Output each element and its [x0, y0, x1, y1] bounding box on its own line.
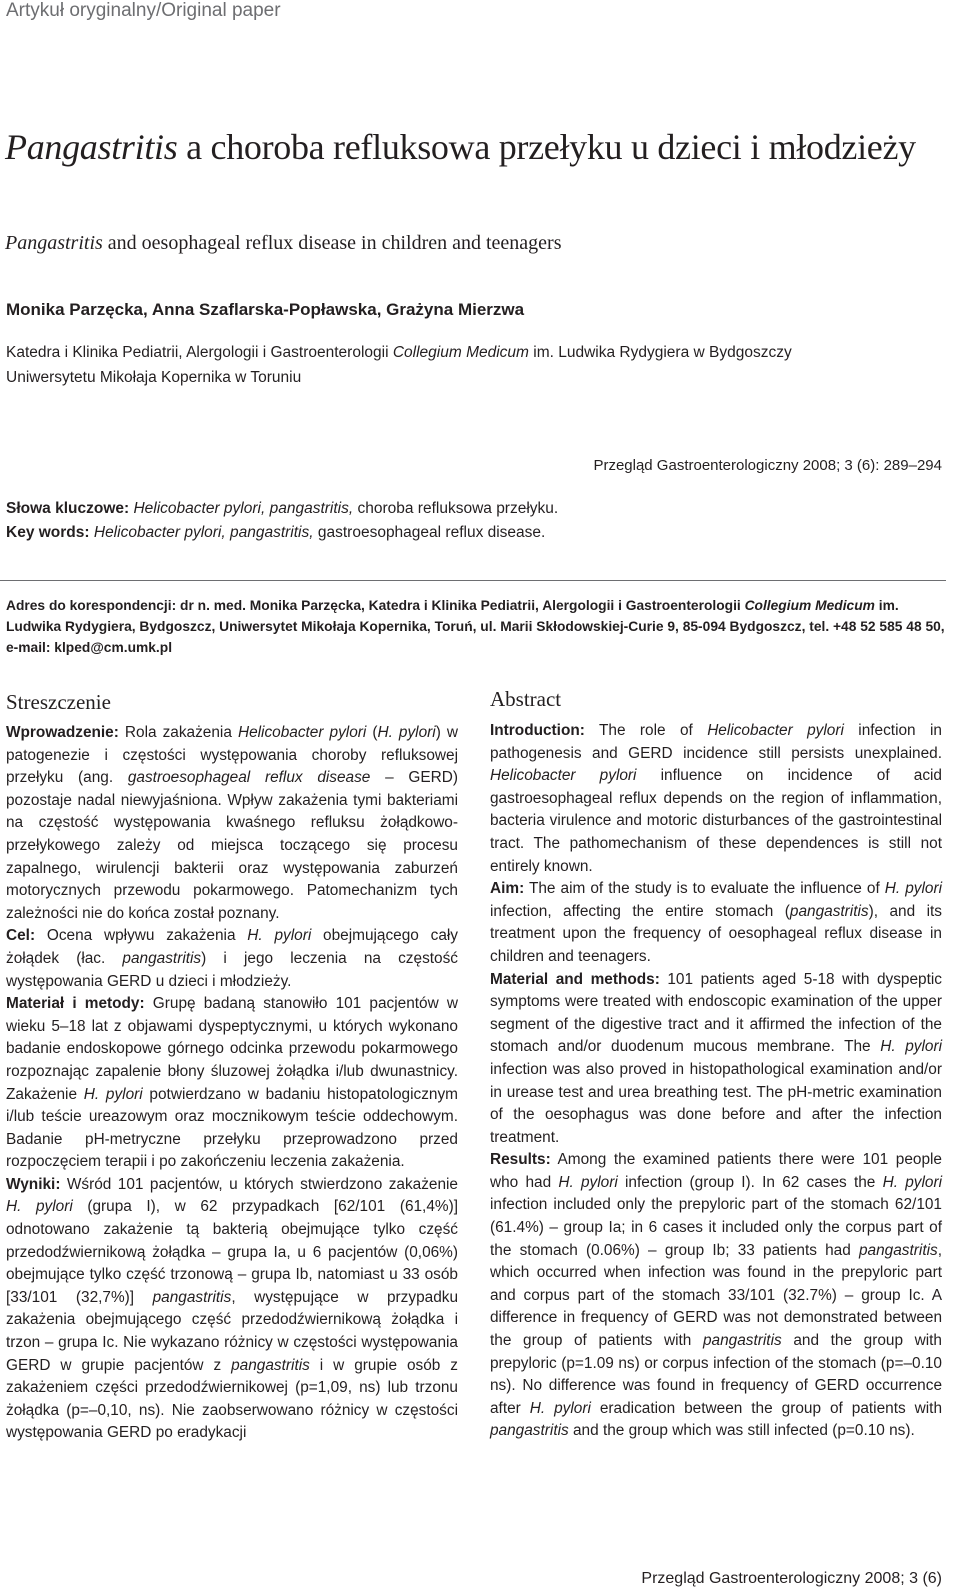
keywords-pl	[6, 500, 946, 518]
keywords-en-italic: Helicobacter pylori, pangastritis,	[89, 524, 314, 541]
page-footer: Przegląd Gastroenterologiczny 2008; 3 (6)	[641, 1570, 942, 1587]
streszczenie-results	[6, 1174, 458, 1445]
text: The role of	[584, 722, 708, 739]
results-label: Results:	[490, 1151, 551, 1169]
abstract-methods	[490, 969, 942, 1150]
text-italic: Helicobacter pylori	[707, 722, 844, 739]
text: infection was also proved in histopathological examination and/or in urease test and urea breathing test. The pH-metric examination of the oesophagus was done before and after the infection treatment.	[490, 1060, 942, 1146]
streszczenie-heading: Streszczenie	[6, 690, 111, 714]
text: (	[366, 724, 378, 741]
keywords-en	[6, 524, 946, 542]
text-italic: Helicobacter pylori	[490, 767, 637, 785]
aim-label: Cel:	[6, 927, 36, 945]
text: infection (group I). In 62 cases the	[617, 1173, 883, 1191]
text: ), and its treatment upon the frequency of oesophageal reflux disease in children and teenagers.	[490, 902, 942, 965]
text: ) i jego leczenia na częstość występowania GERD u dzieci i młodzieży.	[6, 949, 458, 990]
article-title	[5, 126, 935, 168]
subtitle-italic: Pangastritis	[5, 232, 103, 254]
text-italic: pangastritis	[490, 1422, 569, 1440]
text: , występujące w przypadku zakażenia obejmującego część przedodźwiernikową żołądka i trzon – grupa Ic. Nie wykazano różnicy w częstości występowania GERD w grupie pacjentów z	[6, 1288, 459, 1374]
text: 101 patients aged 5-18 with dyspeptic symptoms were treated with endoscopic examination of the upper segment of the digestive tract and it affirmed the infection of the stomach and/or duodenum mucous membrane. The	[490, 970, 943, 1056]
text-italic: H. pylori	[529, 1399, 591, 1417]
text: ) w patogenezie i częstości występowania choroby refluksowej przełyku (ang.	[6, 724, 458, 787]
text: and the group with prepyloric (p=1.09 ns) or corpus infection of the stomach (p=–0.10 ns). No difference was found in frequency of GERD occurrence after	[490, 1332, 942, 1417]
streszczenie-methods	[6, 993, 458, 1174]
text: Wśród 101 pacjentów, u których stwierdzono zakażenie	[60, 1175, 458, 1193]
text: i w grupie osób z zakażeniem części przedodźwiernikowej (p=1,09, ns) lub trzonu żołądka (p=–0,10, ns). Nie zaobserwowano różnicy w częstości występowania GERD po eradykacji	[6, 1356, 458, 1442]
abstract-body	[490, 720, 942, 1443]
article-subtitle	[5, 232, 562, 255]
text: , which occurred when infection was found in the prepyloric part and corpus part of the stomach 33/101 (32.7%) – group Ic. A difference in frequency of GERD was not demonstrated between the group of patients with	[490, 1241, 942, 1350]
abstract-aim	[490, 878, 942, 968]
text: infection, affecting the entire stomach (	[490, 902, 790, 920]
text-italic: H. pylori	[884, 880, 942, 898]
address-part1: dr n. med. Monika Parzęcka, Katedra i Klinika Pediatrii, Alergologii i Gastroenterologii	[176, 598, 745, 613]
text-italic: pangastritis	[702, 1332, 782, 1350]
affiliation-part2: im. Ludwika Rydygiera w Bydgoszczy	[528, 344, 792, 361]
text: potwierdzano w badaniu histopatologicznym i/lub teście ureazowym oraz mocznikowym teście oddechowym. Badanie pH-metryczne przełyku przeprowadzono przed rozpoczęciem terapii i po zakończeniu leczenia zakażenia.	[6, 1085, 458, 1171]
text-italic: pangastritis	[789, 902, 869, 920]
text-italic: H. pylori	[6, 1198, 73, 1216]
address-part2: im. Ludwika Rydygiera, Bydgoszcz, Uniwersytet Mikołaja Kopernika, Toruń, ul. Marii Skłodowskiej-Curie 9, 85-094 Bydgoszcz, tel. +48 52 585 48 50, e-mail: klped@cm.umk.pl	[6, 598, 945, 655]
streszczenie-intro	[6, 722, 458, 925]
address-label: Adres do korespondencji:	[6, 598, 177, 613]
keywords-en-label: Key words:	[6, 524, 90, 541]
affiliation-part3: Uniwersytetu Mikołaja Kopernika w Toruniu	[6, 369, 302, 386]
affiliation	[6, 340, 946, 390]
methods-label: Material and methods:	[490, 970, 660, 988]
text: and the group which was still infected (p=0.10 ns).	[568, 1422, 915, 1440]
keywords-pl-italic: Helicobacter pylori, pangastritis,	[129, 500, 354, 517]
results-label: Wyniki:	[6, 1175, 61, 1193]
text: influence on incidence of acid gastroesophageal reflux depends on the region of inflammation, bacteria virulence and motoric disturbances of the gastrointestinal tract. The pathomechanism of these dependences is still not entirely known.	[490, 767, 942, 875]
title-italic: Pangastritis	[5, 127, 178, 167]
text: eradication between the group of patients with	[590, 1399, 942, 1417]
text-italic: pangastritis	[152, 1288, 232, 1306]
text: Among the examined patients there were 101 people who had	[490, 1151, 942, 1191]
text: infection included only the prepyloric part of the stomach 62/101 (61.4%) – group Ia; in 6 cases it included only the corpus part of the stomach (0.06%) – group Ib; 33 patients had	[490, 1196, 942, 1259]
text: Ocena wpływu zakażenia	[35, 927, 248, 945]
text-italic: pangastritis	[859, 1241, 938, 1259]
text-italic: Helicobacter pylori	[237, 724, 367, 741]
abstract-heading: Abstract	[490, 687, 562, 711]
section-divider	[0, 580, 946, 581]
abstract-intro	[490, 720, 942, 878]
text-italic: pangastritis	[122, 949, 202, 967]
text: Grupę badaną stanowiło 101 pacjentów w wieku 5–18 lat z objawami dyspeptycznymi, u których wykonano badanie endoskopowe górnego odcinka przewodu pokarmowego rozpoznając zapalenie błony śluzowej żołądka i/lub dwunastnicy. Zakażenie	[6, 995, 458, 1103]
aim-label: Aim:	[490, 880, 525, 898]
address-italic: Collegium Medicum	[744, 598, 875, 613]
title-rest: a choroba refluksowa przełyku u dzieci i młodzieży	[177, 127, 916, 167]
intro-label: Wprowadzenie:	[6, 724, 119, 741]
correspondence-address	[6, 595, 946, 658]
streszczenie-aim	[6, 925, 458, 993]
intro-label: Introduction:	[490, 722, 585, 739]
keywords-pl-rest: choroba refluksowa przełyku.	[353, 500, 559, 517]
text-italic: H. pylori	[882, 1173, 942, 1191]
text: obejmującego cały żołądek (łac.	[6, 927, 458, 967]
subtitle-rest: and oesophageal reflux disease in children and teenagers	[102, 232, 562, 254]
text-italic: H. pylori	[377, 724, 436, 741]
affiliation-part1: Katedra i Klinika Pediatrii, Alergologii i Gastroenterologii	[6, 344, 393, 361]
journal-citation: Przegląd Gastroenterologiczny 2008; 3 (6): 289–294	[593, 457, 942, 474]
streszczenie-body	[6, 722, 458, 1445]
keywords-pl-label: Słowa kluczowe:	[6, 500, 130, 517]
text-italic: gastroesophageal reflux disease	[127, 769, 371, 787]
article-type-label: Artykuł oryginalny/Original paper	[6, 0, 281, 21]
text: infection in pathogenesis and GERD incidence still persists unexplained.	[490, 722, 942, 762]
affiliation-italic: Collegium Medicum	[392, 344, 529, 361]
text: The aim of the study is to evaluate the influence of	[524, 880, 885, 898]
text-italic: H. pylori	[247, 927, 312, 945]
text-italic: H. pylori	[83, 1085, 143, 1103]
text-italic: H. pylori	[558, 1173, 618, 1191]
abstract-results	[490, 1149, 942, 1443]
text-italic: H. pylori	[880, 1038, 943, 1056]
keywords-en-rest: gastroesophageal reflux disease.	[313, 524, 546, 541]
authors: Monika Parzęcka, Anna Szaflarska-Popławska, Grażyna Mierzwa	[6, 300, 525, 319]
text-italic: pangastritis	[231, 1356, 310, 1374]
methods-label: Materiał i metody:	[6, 995, 145, 1013]
text: Rola zakażenia	[118, 724, 238, 741]
text: – GERD) pozostaje nadal niewyjaśniona. Wpływ zakażenia tymi bakteriami na częstość występowania kwaśnego refluksu żołądkowo-przełykowego zależy od miejsca toczącego się procesu zapalnego, wirulencji bakterii oraz występowania zaburzeń motorycznych przewodu pokarmowego. Patomechanizm tych zależności nie do końca został poznany.	[6, 769, 458, 922]
text: (grupa I), w 62 przypadkach [62/101 (61,4%)] odnotowano zakażenie tą bakterią obejmujące tylko część przedodźwiernikową żołądka – grupa Ia, u 6 pacjentów (0,06%) obejmujące tylko część trzonową – grupa Ib, natomiast u 33 osób [33/101 (32,7%)]	[6, 1198, 458, 1306]
